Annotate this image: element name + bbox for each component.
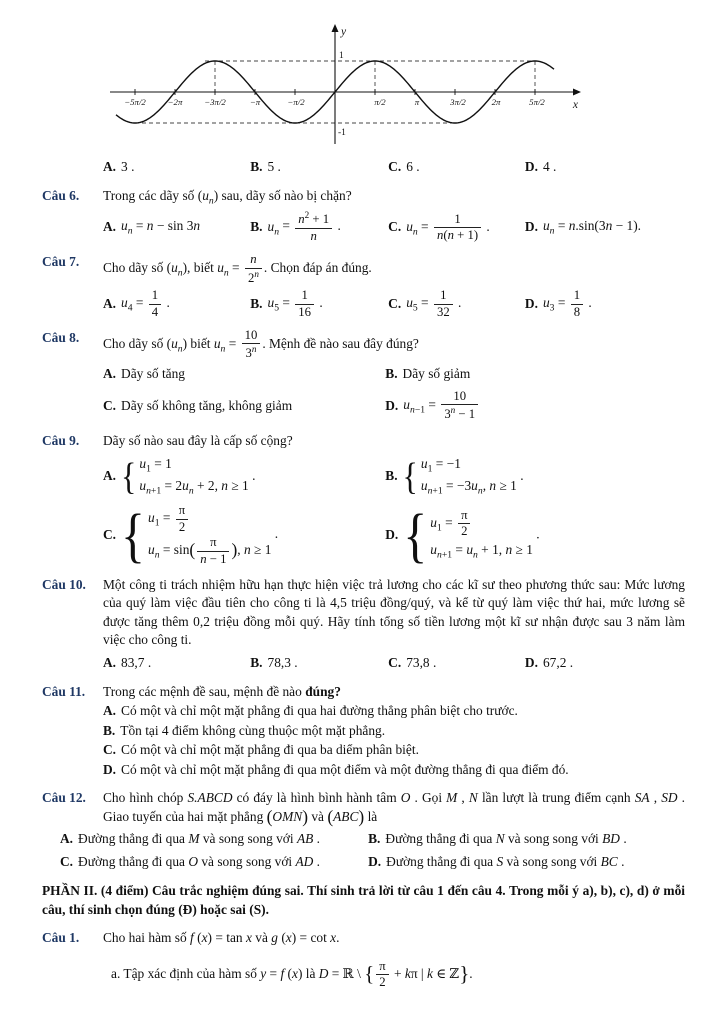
x-tick-label: −5π/2 — [124, 97, 146, 107]
option-letter: D. — [524, 295, 538, 311]
option-content: Có một và chỉ một mặt phẳng đi qua một điểm và một đường thẳng đi qua điểm đó. — [121, 761, 569, 777]
option-content: Dãy số không tăng, không giảm — [121, 397, 293, 413]
q6-option-c — [388, 213, 525, 243]
option-letter: A. — [60, 831, 74, 847]
option-content: 73,8 . — [406, 655, 437, 671]
x-axis-arrow — [573, 89, 581, 96]
x-tick-label: π/2 — [374, 97, 386, 107]
option-content: Có một và chỉ một mặt phẳng đi qua hai đường thẳng phân biệt cho trước. — [121, 703, 518, 719]
option-letter: C. — [388, 295, 402, 311]
option-letter: A. — [103, 703, 117, 719]
question-9 — [42, 432, 685, 569]
option-content: 5 . — [267, 158, 281, 174]
option-letter: C. — [103, 742, 117, 758]
option-letter: C. — [388, 655, 402, 671]
option-letter: A. — [103, 655, 117, 671]
question-9-body — [103, 432, 685, 569]
part2-question-1-body — [103, 929, 685, 989]
question-6-stem: Trong các dãy số $(u_n)$ sau, dãy số nào bị chặn? — [103, 187, 352, 207]
option-content: Dãy số giảm — [402, 366, 471, 382]
q7-option-c — [388, 289, 525, 319]
option-content: { $u_1$ = $\frac{\pi}{2}$ $u_{n+1} = u_n + 1$, n ≥ 1 . — [403, 500, 540, 569]
trig-graph — [90, 22, 590, 148]
q6-option-b — [250, 211, 388, 243]
question-11-stem: Trong các mệnh đề sau, mệnh đề nào đúng? — [103, 683, 341, 699]
option-letter: B. — [250, 295, 263, 311]
question-7-body — [103, 253, 685, 319]
option-content: { $u_1 = 1$ $u_{n+1} = 2u_n + 2$, n ≥ 1 . — [121, 454, 256, 498]
question-8 — [42, 329, 685, 422]
x-tick-label: −π/2 — [287, 97, 305, 107]
option-letter: D. — [524, 219, 538, 235]
q9-option-a — [103, 455, 385, 499]
q5-option-d — [525, 158, 685, 177]
x-tick-label: 3π/2 — [450, 97, 466, 107]
question-7-options — [103, 289, 685, 319]
option-letter: A. — [103, 295, 117, 311]
option-content: Dãy số tăng — [121, 366, 185, 382]
q7-option-d — [525, 289, 685, 319]
option-letter: B. — [385, 468, 398, 484]
q8-option-c — [103, 397, 385, 416]
question-12-stem: Cho hình chóp S.ABCD có đáy là hình bình hành tâm O . Gọi M , N lần lượt là trung điểm cạnh SA , SD . Giao tuyến của hai mặt phẳng (OMN) và (ABC) là — [103, 790, 686, 827]
option-content: Đường thẳng đi qua O và song song với AD . — [78, 853, 321, 869]
option-letter: B. — [250, 219, 263, 235]
option-content: $u_5$ = $\frac{1}{16}$ . — [267, 288, 323, 319]
q5-answer-row — [42, 158, 685, 177]
option-letter: C. — [103, 526, 117, 542]
part2-heading: PHẦN II. (4 điểm) Câu trắc nghiệm đúng sai. Thí sinh trả lời từ câu 1 đến câu 4. Trong mỗi ý a), b), c), d) ở mỗi câu, thí sinh chọn đúng (Đ) hoặc sai (S). — [42, 883, 685, 917]
option-letter: A. — [103, 468, 117, 484]
y-axis-arrow — [332, 24, 339, 32]
option-content: $u_n = n - \sin 3n$ — [121, 217, 201, 237]
q9-option-c — [103, 500, 385, 569]
option-content: $u_n = n.\sin(3n - 1)$. — [542, 217, 642, 237]
q8-option-d — [385, 390, 685, 422]
part2-question-1 — [42, 929, 685, 989]
option-content: 67,2 . — [542, 655, 574, 671]
part2-question-1-stem: Cho hai hàm số f (x) = tan x và g (x) = cot x. — [103, 930, 340, 946]
option-content: 3 . — [121, 158, 135, 174]
part2-question-1-item-a: a. Tập xác định của hàm số y = f (x) là D = ℝ \ { $\frac{\pi}{2}$ + kπ | k ∈ ℤ}. — [111, 958, 473, 990]
q12-option-d — [368, 853, 685, 872]
q12-option-b — [368, 830, 685, 849]
option-letter: D. — [524, 158, 538, 174]
option-content: Đường thẳng đi qua S và song song với BC . — [386, 853, 625, 869]
question-6-options — [103, 211, 685, 243]
option-letter: D. — [368, 853, 382, 869]
question-11-label: Câu 11. — [42, 683, 86, 699]
question-6-label: Câu 6. — [42, 187, 80, 203]
question-9-stem: Dãy số nào sau đây là cấp số cộng? — [103, 433, 293, 448]
option-letter: B. — [250, 158, 263, 174]
q10-option-b — [250, 654, 388, 673]
q5-option-c — [388, 158, 525, 177]
option-letter: D. — [103, 761, 117, 777]
option-content: Đường thẳng đi qua M và song song với AB . — [78, 831, 321, 847]
option-content: { $u_1$ = $\frac{\pi}{2}$ $u_n = \sin$( $\frac{\pi}{n - 1}$ ), n ≥ 1 . — [121, 500, 279, 569]
option-letter: C. — [388, 219, 402, 235]
option-content: Có một và chỉ một mặt phẳng đi qua ba diểm phân biệt. — [121, 742, 419, 758]
question-6 — [42, 187, 685, 244]
question-7 — [42, 253, 685, 319]
y-max-label: 1 — [339, 51, 344, 61]
question-8-options — [103, 365, 685, 422]
option-content: Tồn tại 4 điểm không cùng thuộc một mặt phẳng. — [120, 722, 386, 738]
question-6-body — [103, 187, 685, 244]
q11-option-d — [103, 761, 685, 780]
option-letter: B. — [250, 655, 263, 671]
q9-option-b — [385, 455, 685, 499]
x-tick-label: −2π — [167, 97, 183, 107]
q7-option-a — [103, 289, 250, 319]
option-letter: C. — [388, 158, 402, 174]
option-content: Đường thẳng đi qua N và song song với BD . — [385, 831, 627, 847]
q11-option-b — [103, 722, 685, 741]
question-12-body — [103, 789, 685, 826]
q9-option-d — [385, 500, 685, 569]
x-axis-label: x — [572, 99, 578, 111]
option-letter: B. — [368, 831, 381, 847]
q10-option-c — [388, 654, 525, 673]
q8-option-b — [385, 365, 685, 384]
option-letter: C. — [60, 853, 74, 869]
question-10-options — [103, 654, 685, 673]
question-10-label: Câu 10. — [42, 576, 86, 592]
option-letter: C. — [103, 397, 117, 413]
question-9-label: Câu 9. — [42, 433, 80, 448]
question-12 — [42, 789, 685, 826]
option-letter: D. — [385, 526, 399, 542]
option-content: 6 . — [406, 158, 420, 174]
question-10 — [42, 576, 685, 673]
option-content: $u_5$ = $\frac{1}{32}$ . — [406, 288, 462, 319]
question-8-label: Câu 8. — [42, 330, 80, 346]
question-8-body — [103, 329, 685, 422]
option-letter: B. — [103, 722, 116, 738]
q5-option-b — [250, 158, 388, 177]
q8-option-a — [103, 365, 385, 384]
x-tick-label: −π — [249, 97, 261, 107]
question-12-options-row-2 — [42, 852, 685, 872]
q12-option-a — [60, 830, 368, 849]
q11-option-a — [103, 702, 685, 721]
part2-question-1-label: Câu 1. — [42, 930, 80, 946]
x-tick-label: 5π/2 — [529, 97, 545, 107]
option-content: 83,7 . — [121, 655, 152, 671]
x-tick-label: −3π/2 — [204, 97, 226, 107]
y-min-label: -1 — [338, 128, 346, 138]
question-10-stem: Một công ti trách nhiệm hữu hạn thực hiện việc trả lương cho các kĩ sư theo phương thức sau: Mức lương của quý làm việc đầu tiên cho công ti là 4,5 triệu đồng/quý, và kể từ quý làm việc thứ hai, mức lương sẽ được tăng thêm 0,2 triệu đồng mỗi quý. Hãy tính tổng số tiền lương một kĩ sư nhận được sau 3 năm làm việc cho công ti. — [103, 576, 685, 648]
question-11-body — [103, 683, 685, 780]
question-7-stem: Cho dãy số $(u_n)$, biết $u_n$ = $\frac{n}{2^n}$ . Chọn đáp án đúng. — [103, 252, 372, 286]
option-letter: A. — [103, 158, 117, 174]
y-axis-label: y — [341, 26, 347, 38]
option-content: $u_n$ = $\frac{n^2 + 1}{n}$ . — [267, 210, 341, 244]
question-7-label: Câu 7. — [42, 254, 80, 270]
q12-option-c — [60, 853, 368, 872]
question-12-options-row-1 — [42, 829, 685, 849]
option-letter: D. — [385, 397, 399, 413]
option-content: $u_n$ = $\frac{1}{n(n + 1)}$ . — [406, 211, 490, 242]
question-8-stem: Cho dãy số $(u_n)$ biết $u_n$ = $\frac{10}{3^n}$ . Mệnh đề nào sau đây đúng? — [103, 328, 419, 361]
q7-option-b — [250, 289, 388, 319]
option-letter: A. — [103, 219, 117, 235]
q6-option-a — [103, 217, 250, 238]
x-tick-label: 2π — [491, 97, 501, 107]
option-content: 78,3 . — [267, 655, 298, 671]
q6-option-d — [525, 217, 685, 238]
question-10-body — [103, 576, 685, 673]
option-content: $u_4$ = $\frac{1}{4}$ . — [121, 288, 170, 319]
question-12-label: Câu 12. — [42, 790, 86, 806]
q11-option-c — [103, 741, 685, 760]
graph-container — [90, 22, 685, 154]
option-letter: D. — [524, 655, 538, 671]
question-11 — [42, 683, 685, 780]
q10-option-d — [525, 654, 685, 673]
option-letter: B. — [385, 366, 398, 382]
option-content: 4 . — [542, 158, 557, 174]
q5-option-a — [103, 158, 250, 177]
x-tick-label: π — [414, 97, 420, 107]
q10-option-a — [103, 654, 250, 673]
question-9-options — [103, 454, 685, 569]
option-content: $u_{n-1}$ = $\frac{10}{3^n - 1}$ — [403, 390, 480, 422]
option-content: $u_3$ = $\frac{1}{8}$ . — [542, 288, 592, 319]
option-content: { $u_1 = -1$ $u_{n+1} = -3u_n$, n ≥ 1 . — [402, 454, 524, 498]
option-letter: A. — [103, 366, 117, 382]
